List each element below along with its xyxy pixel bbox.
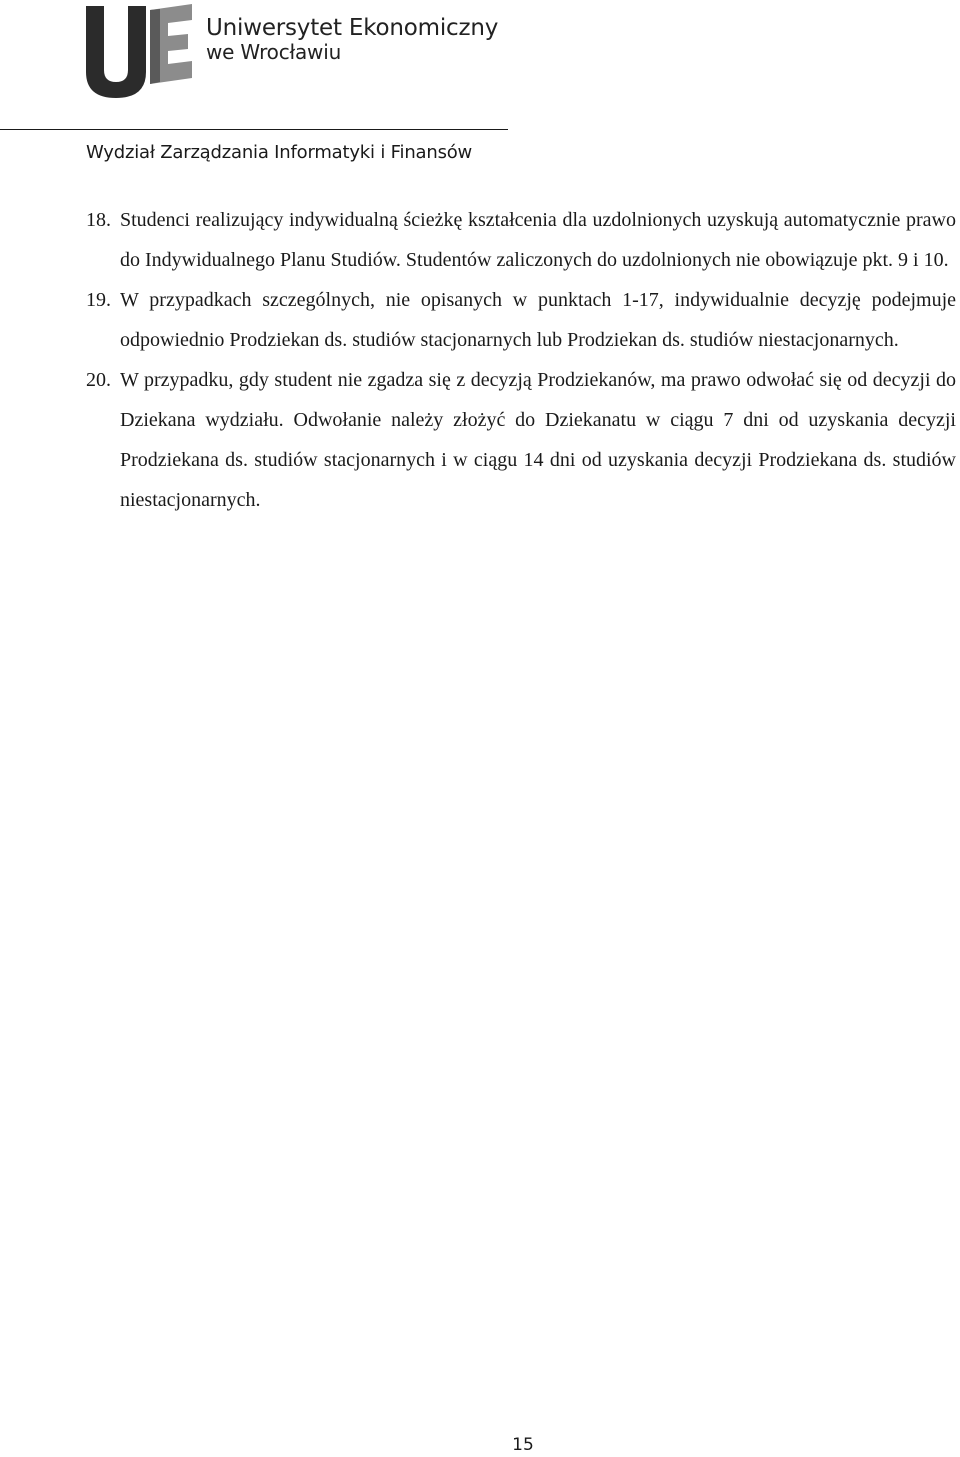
ue-logo-icon xyxy=(84,2,194,100)
item-text: W przypadku, gdy student nie zgadza się z decyzją Prodziekanów, ma prawo odwołać się od decyzji do Dziekana wydziału. Odwołanie należy złożyć do Dziekanatu w ciągu 7 dni od uzyskania decyzji Prodziekana ds. studiów stacjonarnych i w ciągu 14 dni od uzyskania decyzji Prodziekana ds. studiów niestacjonarnych. xyxy=(120,369,956,511)
item-text: Studenci realizujący indywidualną ścieżkę kształcenia dla uzdolnionych uzyskują automatycznie prawo do Indywidualnego Planu Studiów. Studentów zaliczonych do uzdolnionych nie obowiązuje pkt. 9 i 10. xyxy=(120,209,956,271)
list-item xyxy=(86,360,956,520)
item-number: 18. xyxy=(86,209,111,231)
list-item xyxy=(86,200,956,280)
page-header xyxy=(0,0,960,170)
header-divider xyxy=(0,129,508,130)
university-name-line1: Uniwersytet Ekonomiczny xyxy=(206,15,499,41)
faculty-name: Wydział Zarządzania Informatyki i Finansów xyxy=(86,142,473,163)
university-name-line2: we Wrocławiu xyxy=(206,40,342,64)
item-text: W przypadkach szczególnych, nie opisanych w punktach 1-17, indywidualnie decyzję podejmuje odpowiednio Prodziekan ds. studiów stacjonarnych lub Prodziekan ds. studiów niestacjonarnych. xyxy=(120,289,956,351)
page-number: 15 xyxy=(512,1435,534,1455)
item-number: 19. xyxy=(86,289,111,311)
item-number: 20. xyxy=(86,369,111,391)
university-name xyxy=(206,14,498,64)
list-item xyxy=(86,280,956,360)
document-body xyxy=(86,200,956,520)
